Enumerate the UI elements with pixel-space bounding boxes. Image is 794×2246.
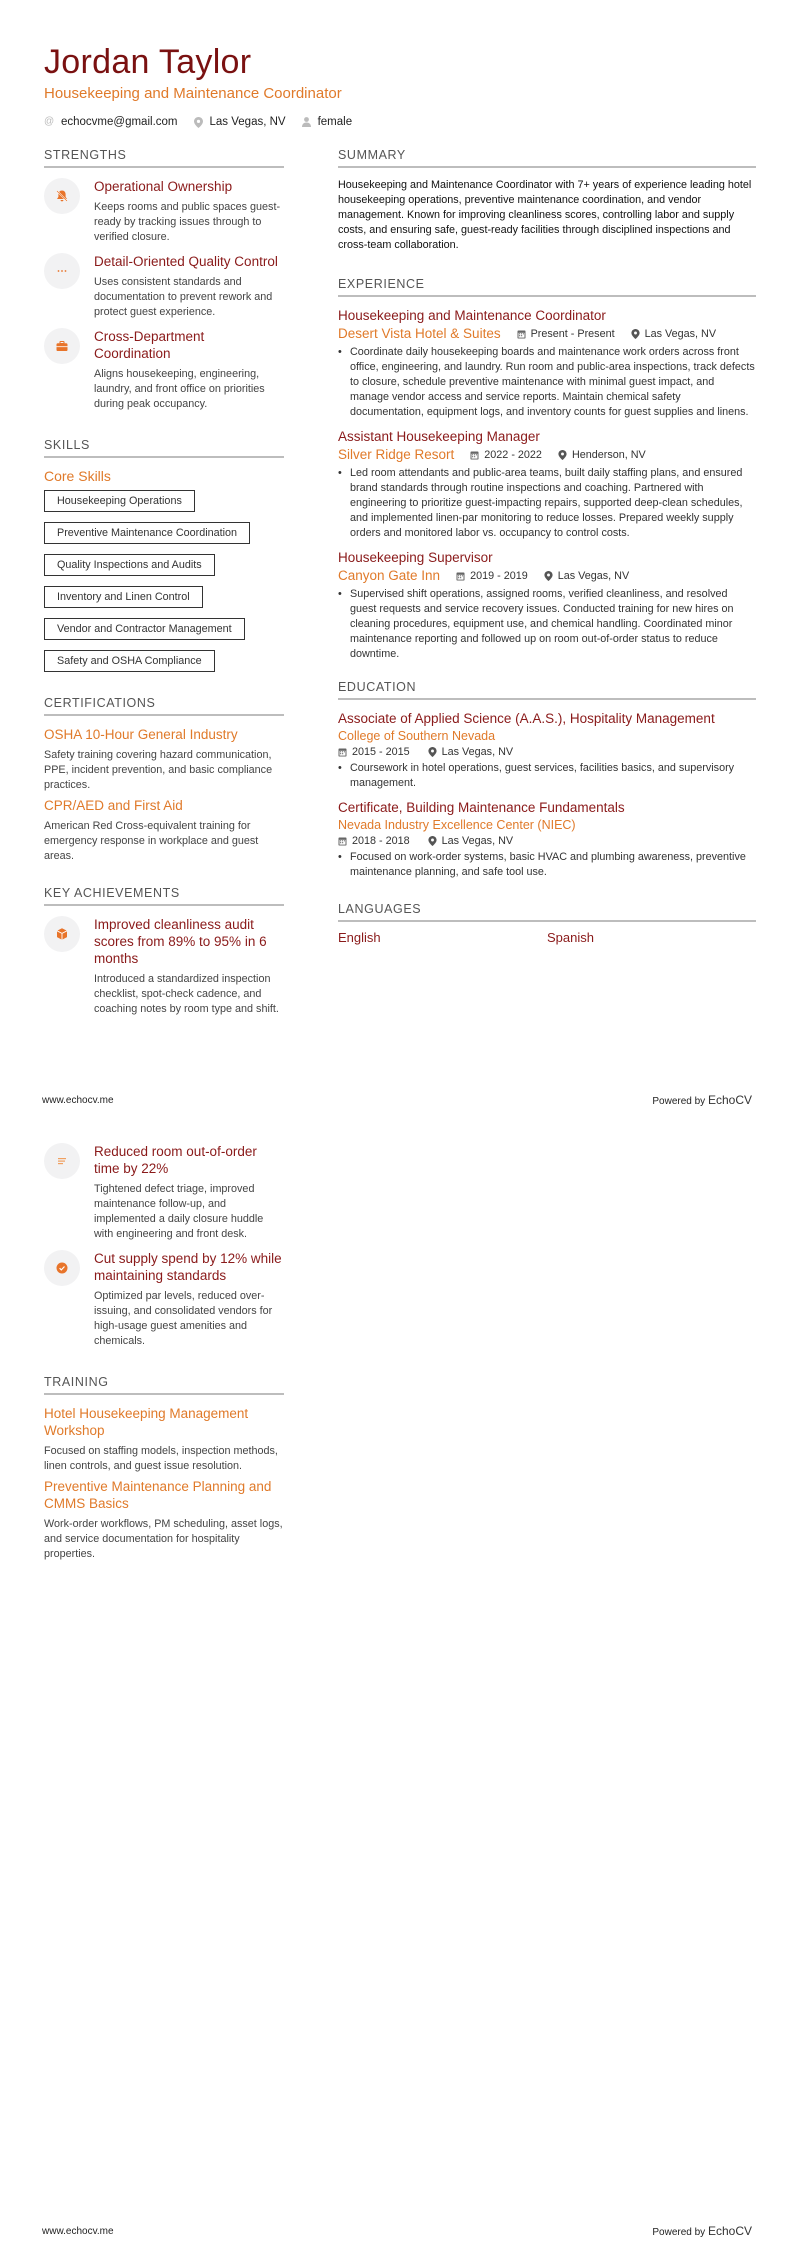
job-title: Housekeeping Supervisor xyxy=(338,550,493,565)
summary-section xyxy=(338,148,756,253)
achievement-desc: Optimized par levels, reduced over-issuing, and consolidated vendors for high-usage guest amenities and chemicals. xyxy=(94,1290,273,1347)
strengths-section xyxy=(44,148,284,416)
achievement-desc: Tightened defect triage, improved maintenance follow-up, and implemented a daily closure huddle with engineering and front desk. xyxy=(94,1183,264,1240)
achievement-item xyxy=(44,916,284,1021)
candidate-name: Jordan Taylor xyxy=(44,43,252,81)
training-section xyxy=(44,1375,284,1562)
summary-text: Housekeeping and Maintenance Coordinator with 7+ years of experience leading hotel housekeeping operations, preventive maintenance coordination, and vendor management. Known for improving cleanliness scores, controlling labor and supply costs, and ensuring safe, guest-ready facilities through disciplined inspections and cross-team collaboration. xyxy=(338,179,752,251)
footer-powered-by xyxy=(652,2224,752,2238)
strength-desc: Aligns housekeeping, engineering, laundry, and front office on priorities during peak occupancy. xyxy=(94,368,265,410)
experience-section xyxy=(338,277,756,662)
training-desc: Focused on staffing models, inspection methods, linen controls, and guest issue resolution. xyxy=(44,1445,278,1472)
section-title-certifications: CERTIFICATIONS xyxy=(44,696,284,716)
job-entry xyxy=(338,428,756,541)
skill-tag: Housekeeping Operations xyxy=(44,490,195,512)
languages-section xyxy=(338,902,756,945)
left-column-continued xyxy=(44,1143,284,1566)
job-bullet-text: Supervised shift operations, assigned rooms, verified cleanliness, and resolved guest requests and service recovery issues. Conducted training for new hires on cleaning procedures, equipment use, and chemical handling. Coordinated minor maintenance reporting and followed up on room out-of-order status to reduce downtime. xyxy=(350,588,734,660)
job-dates: Present - Present xyxy=(530,327,615,340)
contact-row xyxy=(44,116,750,128)
education-dates: 2015 - 2015 xyxy=(352,746,410,758)
gender-text: female xyxy=(317,116,353,128)
job-location: Las Vegas, NV xyxy=(644,327,717,340)
achievements-section-continued xyxy=(44,1143,284,1353)
training-item xyxy=(44,1478,284,1562)
job-dates: 2022 - 2022 xyxy=(484,448,542,461)
achievement-title: Cut supply spend by 12% while maintaining standards xyxy=(94,1251,282,1283)
calendar-icon xyxy=(470,450,479,460)
cube-icon xyxy=(44,916,80,952)
strength-title: Cross-Department Coordination xyxy=(94,329,205,361)
skills-section xyxy=(44,438,284,682)
page-footer xyxy=(42,1085,752,1115)
brand-logo[interactable]: EchoCV xyxy=(707,1093,752,1107)
job-location: Henderson, NV xyxy=(571,448,646,461)
job-entry xyxy=(338,549,756,662)
strength-item xyxy=(44,178,284,249)
page-footer xyxy=(42,2216,752,2246)
location-pin-icon xyxy=(428,836,437,846)
strength-desc: Keeps rooms and public spaces guest-ready by tracking issues through to verified closure. xyxy=(94,201,281,243)
language-item: English xyxy=(338,930,381,945)
achievements-section xyxy=(44,886,284,1021)
strength-item xyxy=(44,253,284,324)
bell-slash-icon xyxy=(44,178,80,214)
certification-item xyxy=(44,726,284,793)
skill-group-title: Core Skills xyxy=(44,468,111,484)
training-item xyxy=(44,1405,284,1474)
section-title-education: EDUCATION xyxy=(338,680,756,700)
section-title-languages: LANGUAGES xyxy=(338,902,756,922)
languages-clipped xyxy=(338,930,756,945)
strength-desc: Uses consistent standards and documentation to prevent rework and protect guest experience. xyxy=(94,276,273,318)
company-name: Desert Vista Hotel & Suites xyxy=(338,326,501,341)
achievement-title: Improved cleanliness audit scores from 89% to 95% in 6 months xyxy=(94,917,267,966)
education-location: Las Vegas, NV xyxy=(441,835,514,847)
candidate-headline: Housekeeping and Maintenance Coordinator xyxy=(44,85,342,102)
lines-icon xyxy=(44,1143,80,1179)
location-pin-icon xyxy=(631,329,640,339)
briefcase-icon xyxy=(44,328,80,364)
job-bullet: • Coordinate daily housekeeping boards and maintenance work orders across front office, engineering, and laundry. Run room and public-area inspections, track defects to closure, schedule preventive maintenance with minimal guest impact, and manage vendor access and service reports. Maintain chemical safety documentation, equipment logs, and inventory counts for guest supplies and linens. xyxy=(338,346,755,418)
calendar-icon xyxy=(338,747,347,757)
location-pin-icon xyxy=(544,571,553,581)
contact-location xyxy=(194,116,286,128)
job-entry xyxy=(338,307,756,420)
education-bullet: • Focused on work-order systems, basic HVAC and plumbing awareness, preventive maintenance planning, and safe tool use. xyxy=(338,850,756,880)
powered-by-label: Powered by xyxy=(652,1096,706,1107)
check-circle-icon xyxy=(44,1250,80,1286)
school-name: Nevada Industry Excellence Center (NIEC) xyxy=(338,818,576,832)
certifications-section xyxy=(44,696,284,864)
company-name: Canyon Gate Inn xyxy=(338,568,441,583)
location-text: Las Vegas, NV xyxy=(209,116,286,128)
job-bullet-text: Led room attendants and public-area teams, built daily staffing plans, and ensured brand standards through routine inspections and coaching. Partnered with engineering to prioritize guest-impacting repairs, supported deep-clean schedules, and implemented linen-par monitoring to reduce losses. Prepared weekly supply orders and monitored labor vs. occupancy to control costs. xyxy=(350,467,743,539)
achievement-title: Reduced room out-of-order time by 22% xyxy=(94,1144,257,1176)
calendar-icon xyxy=(456,571,465,581)
resume-header xyxy=(44,42,750,128)
resume-page-2 xyxy=(0,1123,794,2246)
education-entry xyxy=(338,799,756,880)
ellipsis-icon xyxy=(44,253,80,289)
skill-tag: Vendor and Contractor Management xyxy=(44,618,245,640)
right-column xyxy=(338,148,756,945)
footer-powered-by xyxy=(652,1093,752,1107)
language-item: Spanish xyxy=(547,930,594,945)
email-text: echocvme@gmail.com xyxy=(61,116,178,128)
location-pin-icon xyxy=(428,747,437,757)
education-location: Las Vegas, NV xyxy=(441,746,514,758)
skill-tag: Quality Inspections and Audits xyxy=(44,554,215,576)
section-title-skills: SKILLS xyxy=(44,438,284,458)
certification-title: CPR/AED and First Aid xyxy=(44,798,183,813)
powered-by-label: Powered by xyxy=(652,2227,706,2238)
achievement-item xyxy=(44,1143,284,1246)
certification-title: OSHA 10-Hour General Industry xyxy=(44,727,238,742)
job-bullet-text: Coordinate daily housekeeping boards and maintenance work orders across front office, engineering, and laundry. Run room and public-area inspections, track defects to closure, schedule preventive maintenance with minimal guest impact, and manage vendor access and service reports. Maintain chemical safety documentation, equipment logs, and inventory counts for guest supplies and linens. xyxy=(350,346,755,418)
job-title: Housekeeping and Maintenance Coordinator xyxy=(338,308,606,323)
contact-gender xyxy=(302,116,353,128)
job-dates: 2019 - 2019 xyxy=(470,569,528,582)
education-section xyxy=(338,680,756,880)
section-title-achievements: KEY ACHIEVEMENTS xyxy=(44,886,284,906)
achievement-desc: Introduced a standardized inspection checklist, spot-check cadence, and coaching notes by room type and shift. xyxy=(94,973,279,1015)
training-title: Hotel Housekeeping Management Workshop xyxy=(44,1406,249,1438)
contact-email[interactable] xyxy=(44,116,178,128)
footer-website-link[interactable]: www.echocv.me xyxy=(42,2225,114,2237)
section-title-training: TRAINING xyxy=(44,1375,284,1395)
education-dates: 2018 - 2018 xyxy=(352,835,410,847)
certification-item xyxy=(44,797,284,864)
skill-tags xyxy=(44,490,284,682)
education-bullet-text: Coursework in hotel operations, guest services, facilities basics, and supervisory management. xyxy=(350,762,735,789)
achievement-item xyxy=(44,1250,284,1353)
footer-website-link[interactable]: www.echocv.me xyxy=(42,1094,114,1106)
job-location: Las Vegas, NV xyxy=(557,569,630,582)
strength-title: Operational Ownership xyxy=(94,179,233,194)
left-column xyxy=(44,148,284,1025)
section-title-strengths: STRENGTHS xyxy=(44,148,284,168)
job-bullet: • Led room attendants and public-area teams, built daily staffing plans, and ensured brand standards through routine inspections and coaching. Partnered with engineering to prioritize guest-impacting repairs, supported deep-clean schedules, and implemented linen-par monitoring to reduce losses. Prepared weekly supply orders and monitored labor vs. occupancy to control costs. xyxy=(338,466,756,541)
skill-tag: Preventive Maintenance Coordination xyxy=(44,522,250,544)
training-desc: Work-order workflows, PM scheduling, asset logs, and service documentation for hospitality properties. xyxy=(44,1518,283,1560)
section-title-experience: EXPERIENCE xyxy=(338,277,756,297)
calendar-icon xyxy=(338,836,347,846)
location-pin-icon xyxy=(558,450,567,460)
job-title: Assistant Housekeeping Manager xyxy=(338,429,540,444)
certification-desc: Safety training covering hazard communication, PPE, incident prevention, and basic compliance practices. xyxy=(44,749,273,791)
education-bullet: • Coursework in hotel operations, guest services, facilities basics, and supervisory management. xyxy=(338,761,756,791)
certification-desc: American Red Cross-equivalent training for emergency response in workplace and guest areas. xyxy=(44,820,259,862)
brand-logo[interactable]: EchoCV xyxy=(707,2224,752,2238)
education-entry xyxy=(338,710,756,791)
location-pin-icon xyxy=(194,117,203,128)
strength-title: Detail-Oriented Quality Control xyxy=(94,254,278,269)
calendar-icon xyxy=(517,329,526,339)
at-icon: @ xyxy=(44,116,55,127)
degree-title: Certificate, Building Maintenance Fundamentals xyxy=(338,800,625,815)
company-name: Silver Ridge Resort xyxy=(338,447,455,462)
person-icon xyxy=(302,117,311,127)
skill-tag: Safety and OSHA Compliance xyxy=(44,650,215,672)
skill-tag: Inventory and Linen Control xyxy=(44,586,203,608)
degree-title: Associate of Applied Science (A.A.S.), Hospitality Management xyxy=(338,711,715,726)
job-bullet: • Supervised shift operations, assigned rooms, verified cleanliness, and resolved guest requests and service recovery issues. Conducted training for new hires on cleaning procedures, equipment use, and chemical handling. Coordinated minor maintenance reporting and followed up on room out-of-order status to reduce downtime. xyxy=(338,587,756,662)
training-title: Preventive Maintenance Planning and CMMS Basics xyxy=(44,1479,272,1511)
section-title-summary: SUMMARY xyxy=(338,148,756,168)
school-name: College of Southern Nevada xyxy=(338,729,496,743)
education-bullet-text: Focused on work-order systems, basic HVAC and plumbing awareness, preventive maintenance planning, and safe tool use. xyxy=(350,851,746,878)
strength-item xyxy=(44,328,284,416)
